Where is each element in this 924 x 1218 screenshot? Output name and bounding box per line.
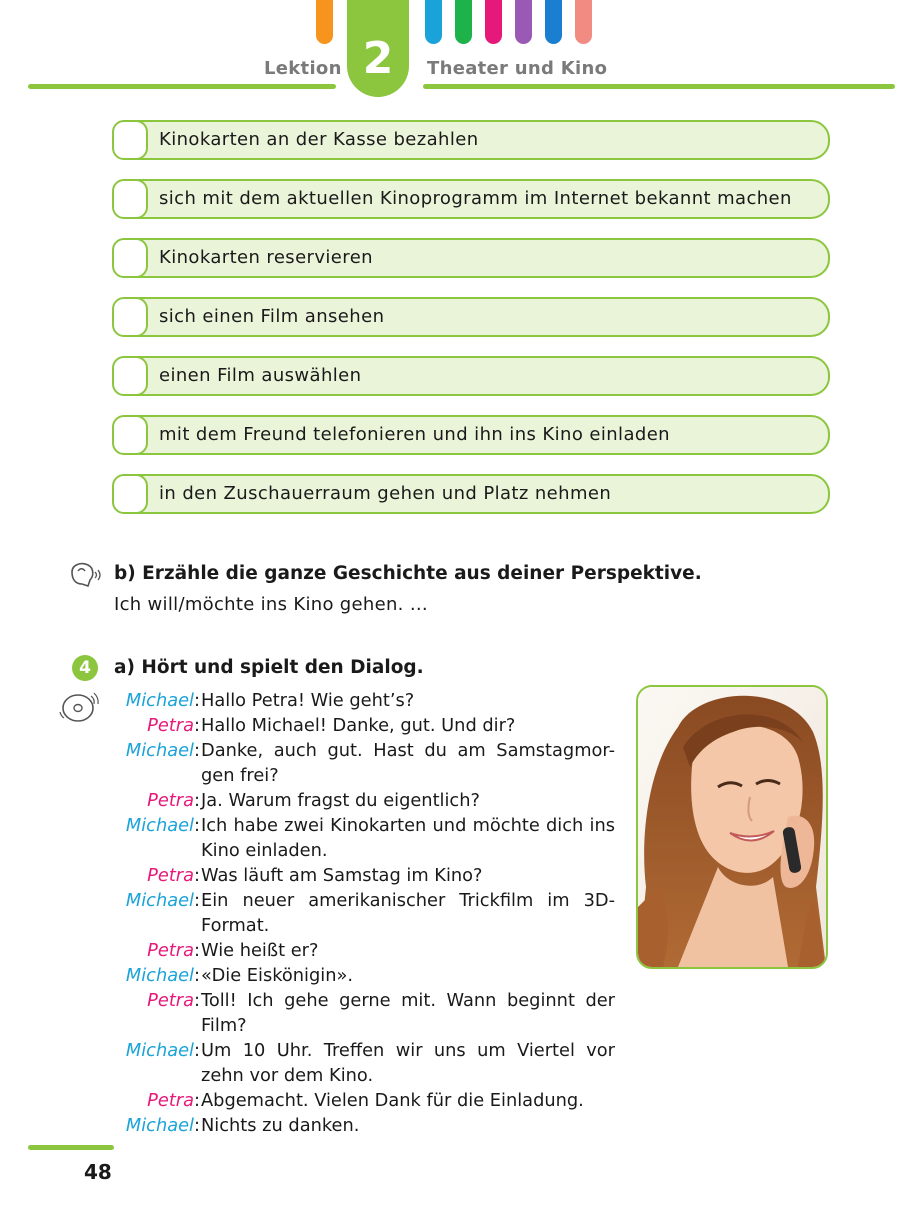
dialog-text: Toll! Ich gehe gerne mit. Wann beginnt der Film? xyxy=(201,990,615,1036)
speaker-name: Petra xyxy=(147,990,194,1011)
dialog-line: Petra: Was läuft am Samstag im Kino? xyxy=(110,863,615,888)
step-label: sich mit dem aktuellen Kinoprogramm im Internet bekannt machen xyxy=(159,188,792,209)
dialog-line: Petra: Abgemacht. Vielen Dank für die Einladung. xyxy=(110,1088,615,1113)
step-item xyxy=(112,297,830,337)
dialog-line: Michael: Danke, auch gut. Hast du am Samstagmor-gen frei? xyxy=(125,740,615,786)
step-label: Kinokarten an der Kasse bezahlen xyxy=(159,129,479,150)
task-b-title: b) Erzähle die ganze Geschichte aus deiner Perspektive. xyxy=(114,563,702,584)
dialog-text: Ja. Warum fragst du eigentlich? xyxy=(201,790,480,811)
dialog-line: Michael: Um 10 Uhr. Treffen wir uns um Viertel vor zehn vor dem Kino. xyxy=(125,1040,615,1086)
order-checkbox[interactable] xyxy=(112,238,148,278)
dialog-line: Petra: Hallo Michael! Danke, gut. Und dir? xyxy=(110,713,615,738)
girl-on-phone-photo xyxy=(636,685,828,969)
color-tab xyxy=(575,0,592,44)
order-checkbox[interactable] xyxy=(112,120,148,160)
step-item xyxy=(112,356,830,396)
speaker-name: Michael xyxy=(125,815,194,836)
dialog-text: Ich habe zwei Kinokarten und möchte dich ins Kino einladen. xyxy=(201,815,615,861)
dialog-line: Michael: Nichts zu danken. xyxy=(110,1113,615,1138)
dialog-text: Was läuft am Samstag im Kino? xyxy=(201,865,483,886)
step-label: in den Zuschauerraum gehen und Platz nehmen xyxy=(159,483,612,504)
speaker-name: Petra xyxy=(147,1090,194,1111)
step-label: mit dem Freund telefonieren und ihn ins Kino einladen xyxy=(159,424,670,445)
lesson-number-badge: 2 xyxy=(347,0,409,97)
speaking-icon xyxy=(66,560,106,590)
girl-illustration xyxy=(638,687,826,967)
chapter-title: Theater und Kino xyxy=(427,58,608,79)
header-rule-right xyxy=(423,84,895,89)
step-label: sich einen Film ansehen xyxy=(159,306,385,327)
step-item xyxy=(112,179,830,219)
speaker-name: Petra xyxy=(147,940,194,961)
dialog-line: Michael: Ein neuer amerikanischer Trickfilm im 3D-Format. xyxy=(125,890,615,936)
speaker-name: Petra xyxy=(147,865,194,886)
speaker-name: Petra xyxy=(147,715,194,736)
step-label: Kinokarten reservieren xyxy=(159,247,373,268)
step-label: einen Film auswählen xyxy=(159,365,362,386)
step-item xyxy=(112,120,830,160)
audio-cd-icon[interactable] xyxy=(58,690,102,724)
dialog-line: Petra: Wie heißt er? xyxy=(110,938,615,963)
color-tab xyxy=(455,0,472,44)
color-tab xyxy=(515,0,532,44)
dialog xyxy=(110,688,615,1138)
order-checkbox[interactable] xyxy=(112,297,148,337)
task-b-prompt: Ich will/möchte ins Kino gehen. … xyxy=(114,594,429,615)
dialog-text: Um 10 Uhr. Treffen wir uns um Viertel vor zehn vor dem Kino. xyxy=(201,1040,615,1086)
speaker-name: Michael xyxy=(125,1115,194,1136)
speaker-name: Michael xyxy=(125,740,194,761)
speaker-name: Michael xyxy=(125,1040,194,1061)
dialog-text: Hallo Michael! Danke, gut. Und dir? xyxy=(201,715,516,736)
footer-rule xyxy=(28,1145,114,1150)
lektion-label: Lektion xyxy=(264,58,342,79)
header-rule-left xyxy=(28,84,336,89)
speaker-name: Petra xyxy=(147,790,194,811)
order-checkbox[interactable] xyxy=(112,356,148,396)
color-tab xyxy=(485,0,502,44)
exercise-number: 4 xyxy=(72,655,98,681)
order-checkbox[interactable] xyxy=(112,415,148,455)
dialog-text: Ein neuer amerikanischer Trickfilm im 3D-Format. xyxy=(201,890,615,936)
color-tab xyxy=(545,0,562,44)
color-tab xyxy=(425,0,442,44)
dialog-line: Petra: Toll! Ich gehe gerne mit. Wann beginnt der Film? xyxy=(147,990,615,1036)
dialog-text: Danke, auch gut. Hast du am Samstagmor-gen frei? xyxy=(201,740,615,786)
dialog-line: Petra: Ja. Warum fragst du eigentlich? xyxy=(110,788,615,813)
dialog-line: Michael: «Die Eiskönigin». xyxy=(110,963,615,988)
page-number: 48 xyxy=(84,1160,112,1184)
dialog-text: Wie heißt er? xyxy=(201,940,319,961)
dialog-text: Hallo Petra! Wie geht’s? xyxy=(201,690,415,711)
order-checkbox[interactable] xyxy=(112,474,148,514)
task-4-title: a) Hört und spielt den Dialog. xyxy=(114,657,424,678)
dialog-text: «Die Eiskönigin». xyxy=(201,965,354,986)
dialog-text: Nichts zu danken. xyxy=(201,1115,360,1136)
speaker-name: Michael xyxy=(125,965,194,986)
speaker-name: Michael xyxy=(125,690,194,711)
dialog-line: Michael: Hallo Petra! Wie geht’s? xyxy=(110,688,615,713)
color-tab xyxy=(316,0,333,44)
step-item xyxy=(112,415,830,455)
dialog-line: Michael: Ich habe zwei Kinokarten und möchte dich ins Kino einladen. xyxy=(125,815,615,861)
order-checkbox[interactable] xyxy=(112,179,148,219)
dialog-text: Abgemacht. Vielen Dank für die Einladung. xyxy=(201,1090,584,1111)
step-item xyxy=(112,474,830,514)
step-item xyxy=(112,238,830,278)
speaker-name: Michael xyxy=(125,890,194,911)
